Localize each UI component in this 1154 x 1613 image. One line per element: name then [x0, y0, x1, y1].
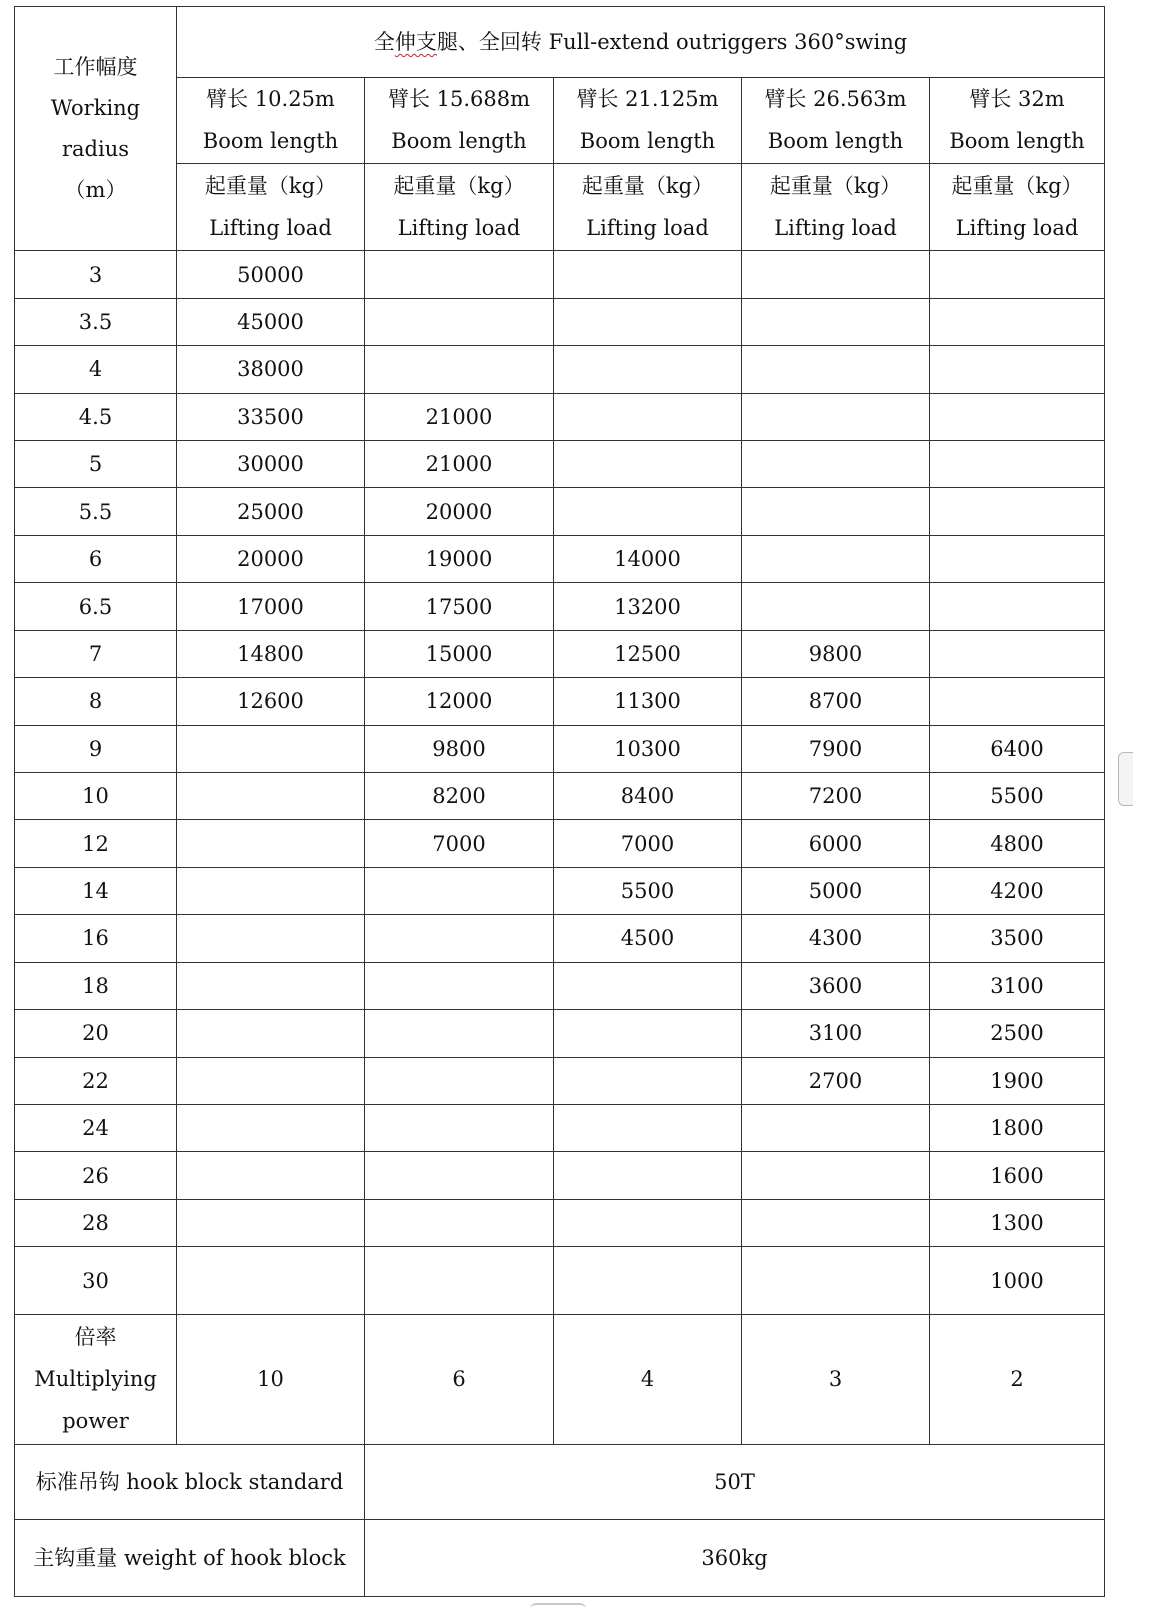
load-value — [930, 346, 1105, 393]
load-value: 9800 — [742, 630, 930, 677]
multiplying-value: 2 — [930, 1314, 1105, 1444]
boom-length-cn: 臂长 21.125m — [576, 87, 719, 112]
load-value — [930, 298, 1105, 345]
table-title-text — [177, 21, 1104, 63]
page-bottom-mark — [530, 1603, 586, 1613]
load-value: 11300 — [554, 678, 742, 725]
hook-weight-label: 主钩重量 weight of hook block — [15, 1520, 365, 1597]
load-value — [554, 1010, 742, 1057]
load-value — [365, 1199, 554, 1246]
load-value — [365, 1247, 554, 1315]
table-row — [15, 678, 1105, 725]
load-value — [177, 725, 365, 772]
load-value — [177, 1152, 365, 1199]
load-value — [742, 298, 930, 345]
hook-block-value: 50T — [365, 1444, 1105, 1520]
radius-value: 28 — [15, 1199, 177, 1246]
load-value — [742, 251, 930, 298]
radius-value: 16 — [15, 915, 177, 962]
table-row — [15, 820, 1105, 867]
load-value — [554, 1199, 742, 1246]
load-value: 8700 — [742, 678, 930, 725]
load-value — [365, 1057, 554, 1104]
load-value — [930, 630, 1105, 677]
load-value: 1300 — [930, 1199, 1105, 1246]
table-row — [15, 867, 1105, 914]
load-value: 8400 — [554, 772, 742, 819]
load-value — [742, 441, 930, 488]
load-value — [554, 1104, 742, 1151]
load-value: 17500 — [365, 583, 554, 630]
load-value: 12000 — [365, 678, 554, 725]
load-value: 15000 — [365, 630, 554, 677]
load-value — [177, 1010, 365, 1057]
load-value: 1900 — [930, 1057, 1105, 1104]
lifting-load-header — [177, 164, 365, 251]
load-value: 7900 — [742, 725, 930, 772]
load-value — [742, 1152, 930, 1199]
load-value — [930, 441, 1105, 488]
load-value — [177, 1199, 365, 1246]
table-row — [15, 962, 1105, 1009]
lifting-load-cn: 起重量（kg） — [581, 174, 714, 199]
radius-value: 12 — [15, 820, 177, 867]
load-value — [177, 1057, 365, 1104]
boom-length-cell — [930, 77, 1105, 164]
table-row — [15, 1247, 1105, 1315]
load-value: 7000 — [365, 820, 554, 867]
table-row — [15, 772, 1105, 819]
load-value: 12500 — [554, 630, 742, 677]
load-data-body — [15, 251, 1105, 1314]
lifting-load-en: Lifting load — [397, 216, 521, 241]
table-row — [15, 251, 1105, 298]
boom-length-cn: 臂长 15.688m — [387, 87, 531, 112]
load-value — [930, 678, 1105, 725]
radius-label-en-2: radius — [61, 136, 130, 161]
load-value — [365, 1152, 554, 1199]
title-cn-part: 腿、全回转 — [436, 29, 542, 54]
table-row — [15, 583, 1105, 630]
table-title — [177, 7, 1105, 78]
radius-value: 4 — [15, 346, 177, 393]
load-value: 6000 — [742, 820, 930, 867]
radius-value: 18 — [15, 962, 177, 1009]
load-value: 1800 — [930, 1104, 1105, 1151]
load-value: 6400 — [930, 725, 1105, 772]
title-en: Full-extend outriggers 360°swing — [541, 29, 908, 54]
load-value — [365, 346, 554, 393]
load-value: 7200 — [742, 772, 930, 819]
load-value — [554, 251, 742, 298]
radius-unit: （m） — [64, 177, 127, 202]
load-value: 5500 — [930, 772, 1105, 819]
load-value: 9800 — [365, 725, 554, 772]
boom-length-en: Boom length — [202, 129, 339, 154]
load-value — [554, 488, 742, 535]
table-row — [15, 1010, 1105, 1057]
radius-value: 9 — [15, 725, 177, 772]
load-value: 12600 — [177, 678, 365, 725]
load-value: 4200 — [930, 867, 1105, 914]
load-value — [177, 820, 365, 867]
lifting-load-en: Lifting load — [209, 216, 332, 241]
load-value — [177, 1104, 365, 1151]
radius-label-en-1: Working — [50, 95, 141, 120]
load-value — [365, 867, 554, 914]
load-value — [365, 1104, 554, 1151]
table-row — [15, 298, 1105, 345]
load-value: 45000 — [177, 298, 365, 345]
load-value: 7000 — [554, 820, 742, 867]
load-value — [365, 1010, 554, 1057]
load-value — [742, 488, 930, 535]
load-value: 25000 — [177, 488, 365, 535]
load-value: 4300 — [742, 915, 930, 962]
load-value — [177, 867, 365, 914]
load-value — [177, 915, 365, 962]
load-value — [930, 583, 1105, 630]
radius-value: 20 — [15, 1010, 177, 1057]
load-value — [177, 962, 365, 1009]
hook-block-label: 标准吊钩 hook block standard — [15, 1444, 365, 1520]
radius-value: 5.5 — [15, 488, 177, 535]
radius-value: 3 — [15, 251, 177, 298]
table-row — [15, 1152, 1105, 1199]
lifting-load-header — [742, 164, 930, 251]
load-value: 21000 — [365, 441, 554, 488]
load-value — [554, 298, 742, 345]
hook-block-row — [15, 1444, 1105, 1520]
load-value: 5500 — [554, 867, 742, 914]
load-value — [742, 1104, 930, 1151]
boom-length-cell — [554, 77, 742, 164]
boom-length-cn: 臂长 32m — [969, 87, 1065, 112]
boom-length-en: Boom length — [391, 129, 527, 154]
load-value: 14800 — [177, 630, 365, 677]
radius-value: 3.5 — [15, 298, 177, 345]
table-row — [15, 535, 1105, 582]
lifting-load-header — [365, 164, 554, 251]
radius-value: 6.5 — [15, 583, 177, 630]
load-value — [930, 535, 1105, 582]
load-value — [930, 393, 1105, 440]
load-value — [742, 346, 930, 393]
load-value: 3100 — [930, 962, 1105, 1009]
multiplying-row — [15, 1314, 1105, 1444]
title-row — [15, 7, 1105, 78]
load-value: 3100 — [742, 1010, 930, 1057]
load-value: 5000 — [742, 867, 930, 914]
load-value: 3500 — [930, 915, 1105, 962]
load-value — [554, 1057, 742, 1104]
radius-value: 7 — [15, 630, 177, 677]
boom-length-cell — [177, 77, 365, 164]
load-value: 1600 — [930, 1152, 1105, 1199]
multiplying-label-en-1: Multiplying — [34, 1367, 157, 1392]
boom-length-en: Boom length — [767, 129, 904, 154]
load-value: 21000 — [365, 393, 554, 440]
radius-value: 8 — [15, 678, 177, 725]
load-value — [177, 772, 365, 819]
title-cn-squiggle: 伸支 — [394, 29, 437, 54]
table-row — [15, 488, 1105, 535]
multiplying-label-en-2: power — [62, 1409, 129, 1434]
table-row — [15, 441, 1105, 488]
radius-value: 4.5 — [15, 393, 177, 440]
multiplying-value: 10 — [177, 1314, 365, 1444]
lifting-load-header — [554, 164, 742, 251]
multiplying-label-cell — [15, 1314, 177, 1444]
lifting-load-row — [15, 164, 1105, 251]
load-value — [365, 962, 554, 1009]
multiplying-value: 4 — [554, 1314, 742, 1444]
hook-weight-value: 360kg — [365, 1520, 1105, 1597]
hook-weight-row — [15, 1520, 1105, 1597]
table-row — [15, 1057, 1105, 1104]
load-value — [365, 251, 554, 298]
load-value — [742, 583, 930, 630]
radius-header-cell — [15, 7, 177, 251]
multiplying-value: 3 — [742, 1314, 930, 1444]
boom-length-cell — [365, 77, 554, 164]
load-value: 4500 — [554, 915, 742, 962]
title-cn-part: 全 — [373, 29, 395, 54]
load-value — [554, 393, 742, 440]
load-value: 20000 — [177, 535, 365, 582]
load-value — [930, 488, 1105, 535]
load-value — [742, 1247, 930, 1315]
load-value: 14000 — [554, 535, 742, 582]
multiplying-value: 6 — [365, 1314, 554, 1444]
load-value — [930, 251, 1105, 298]
boom-length-cn: 臂长 26.563m — [764, 87, 907, 112]
load-value — [554, 962, 742, 1009]
load-value: 17000 — [177, 583, 365, 630]
lifting-load-cn: 起重量（kg） — [204, 174, 337, 199]
load-value — [365, 915, 554, 962]
lifting-load-cn: 起重量（kg） — [393, 174, 525, 199]
table-row — [15, 630, 1105, 677]
radius-label-cn: 工作幅度 — [53, 54, 138, 79]
radius-value: 6 — [15, 535, 177, 582]
table-row — [15, 915, 1105, 962]
load-value: 30000 — [177, 441, 365, 488]
lifting-load-en: Lifting load — [955, 216, 1079, 241]
radius-value: 30 — [15, 1247, 177, 1315]
load-chart-table — [14, 6, 1105, 1597]
table-row — [15, 393, 1105, 440]
load-value — [742, 535, 930, 582]
radius-value: 10 — [15, 772, 177, 819]
table-row — [15, 346, 1105, 393]
lifting-load-en: Lifting load — [586, 216, 709, 241]
load-value: 19000 — [365, 535, 554, 582]
boom-length-en: Boom length — [949, 129, 1085, 154]
load-value: 13200 — [554, 583, 742, 630]
load-value: 10300 — [554, 725, 742, 772]
scroll-edge-tab[interactable] — [1118, 752, 1133, 806]
multiplying-label-cn: 倍率 — [74, 1325, 117, 1350]
load-value — [554, 441, 742, 488]
load-value: 20000 — [365, 488, 554, 535]
load-value: 2500 — [930, 1010, 1105, 1057]
lifting-load-cn: 起重量（kg） — [951, 174, 1083, 199]
load-value: 33500 — [177, 393, 365, 440]
boom-length-cell — [742, 77, 930, 164]
load-value — [365, 298, 554, 345]
lifting-load-cn: 起重量（kg） — [769, 174, 902, 199]
load-value: 38000 — [177, 346, 365, 393]
table-row — [15, 1104, 1105, 1151]
load-value: 1000 — [930, 1247, 1105, 1315]
load-value — [177, 1247, 365, 1315]
load-value: 8200 — [365, 772, 554, 819]
lifting-load-en: Lifting load — [774, 216, 897, 241]
load-value — [742, 1199, 930, 1246]
load-value — [554, 1247, 742, 1315]
boom-length-en: Boom length — [579, 129, 716, 154]
load-value: 4800 — [930, 820, 1105, 867]
radius-value: 24 — [15, 1104, 177, 1151]
radius-value: 14 — [15, 867, 177, 914]
load-value — [554, 1152, 742, 1199]
boom-length-cn: 臂长 10.25m — [206, 87, 335, 112]
table-row — [15, 1199, 1105, 1246]
load-value — [742, 393, 930, 440]
lifting-load-header — [930, 164, 1105, 251]
boom-length-row — [15, 77, 1105, 164]
table-row — [15, 725, 1105, 772]
load-value: 50000 — [177, 251, 365, 298]
radius-value: 26 — [15, 1152, 177, 1199]
radius-value: 5 — [15, 441, 177, 488]
radius-value: 22 — [15, 1057, 177, 1104]
load-value: 2700 — [742, 1057, 930, 1104]
load-value: 3600 — [742, 962, 930, 1009]
load-value — [554, 346, 742, 393]
